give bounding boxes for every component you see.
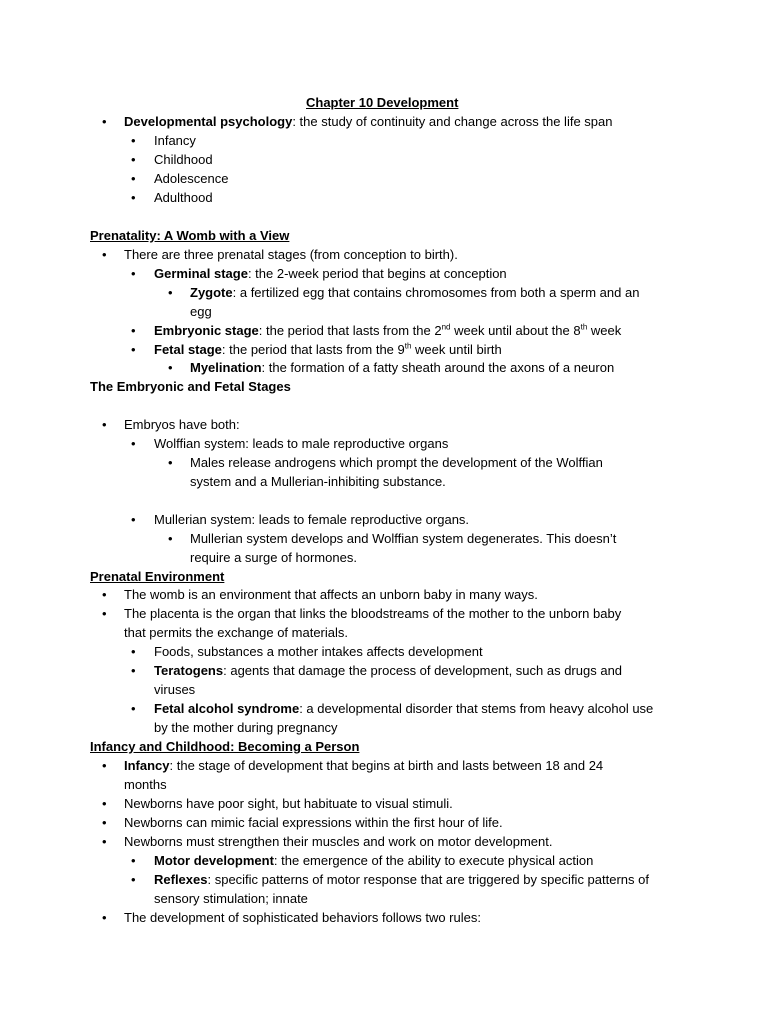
term: Fetal stage	[154, 342, 222, 357]
list-item	[124, 112, 612, 131]
bullet-icon: •	[102, 247, 107, 262]
list-item: Newborns have poor sight, but habituate to visual stimuli.	[124, 796, 453, 811]
term: Infancy	[124, 758, 170, 773]
bullet-icon: •	[131, 152, 136, 167]
list-item: Infancy	[154, 133, 196, 148]
list-item	[154, 264, 507, 283]
term: Germinal stage	[154, 266, 248, 281]
list-item: There are three prenatal stages (from conception to birth).	[124, 247, 458, 262]
term: Embryonic stage	[154, 323, 259, 338]
bullet-icon: •	[131, 266, 136, 281]
list-item	[190, 283, 639, 302]
term: Motor development	[154, 853, 274, 868]
definition: : a developmental disorder that stems from heavy alcohol use	[299, 701, 654, 716]
list-item-continuation: egg	[190, 304, 212, 319]
list-item-continuation: sensory stimulation; innate	[154, 891, 308, 906]
list-item	[154, 340, 502, 359]
term: Zygote	[190, 285, 233, 300]
bullet-icon: •	[102, 910, 107, 925]
list-item: Embryos have both:	[124, 417, 240, 432]
list-item: Adolescence	[154, 171, 229, 186]
bullet-icon: •	[168, 455, 173, 470]
bullet-icon: •	[102, 587, 107, 602]
bullet-icon: •	[102, 606, 107, 621]
list-item-continuation: that permits the exchange of materials.	[124, 625, 349, 640]
list-item-continuation: by the mother during pregnancy	[154, 720, 338, 735]
bullet-icon: •	[102, 834, 107, 849]
definition: : agents that damage the process of development, such as drugs and	[223, 663, 623, 678]
term: Developmental psychology	[124, 114, 293, 129]
definition: : the emergence of the ability to execute physical action	[273, 853, 594, 868]
list-item	[154, 870, 649, 889]
list-item: Mullerian system develops and Wolffian system degenerates. This doesn’t	[190, 531, 617, 546]
definition: week until birth	[411, 342, 502, 357]
definition: : specific patterns of motor response that are triggered by specific patterns of	[207, 872, 649, 887]
definition: : the period that lasts from the 9	[221, 342, 405, 357]
definition: : the study of continuity and change across the life span	[292, 114, 613, 129]
bullet-icon: •	[131, 644, 136, 659]
list-item-continuation: viruses	[154, 682, 196, 697]
list-item: Mullerian system: leads to female reproductive organs.	[154, 512, 470, 527]
bullet-icon: •	[168, 531, 173, 546]
list-item: Newborns must strengthen their muscles and work on motor development.	[124, 834, 553, 849]
bullet-icon: •	[102, 417, 107, 432]
bullet-icon: •	[131, 663, 136, 678]
page-title: Chapter 10 Development	[306, 95, 459, 110]
list-item: The placenta is the organ that links the bloodstreams of the mother to the unborn baby	[124, 606, 622, 621]
list-item: Males release androgens which prompt the development of the Wolffian	[190, 455, 603, 470]
list-item-continuation: system and a Mullerian-inhibiting substance.	[190, 474, 446, 489]
list-item: Wolffian system: leads to male reproductive organs	[154, 436, 449, 451]
definition: week	[587, 323, 622, 338]
bullet-icon: •	[102, 815, 107, 830]
list-item: The womb is an environment that affects an unborn baby in many ways.	[124, 587, 538, 602]
section-heading: Prenatal Environment	[90, 569, 225, 584]
bullet-icon: •	[131, 342, 136, 357]
definition: : the stage of development that begins at birth and lasts between 18 and 24	[169, 758, 604, 773]
bullet-icon: •	[168, 285, 173, 300]
superscript: th	[580, 322, 588, 332]
bullet-icon: •	[131, 512, 136, 527]
definition: : the formation of a fatty sheath around the axons of a neuron	[261, 360, 615, 375]
bullet-icon: •	[131, 190, 136, 205]
list-item: Adulthood	[154, 190, 213, 205]
bullet-icon: •	[131, 133, 136, 148]
list-item: Foods, substances a mother intakes affects development	[154, 644, 483, 659]
bullet-icon: •	[131, 872, 136, 887]
superscript: th	[404, 341, 412, 351]
bullet-icon: •	[102, 796, 107, 811]
list-item	[154, 851, 593, 870]
bullet-icon: •	[131, 171, 136, 186]
bullet-icon: •	[102, 114, 107, 129]
section-heading: Prenatality: A Womb with a View	[90, 228, 290, 243]
list-item: Newborns can mimic facial expressions within the first hour of life.	[124, 815, 503, 830]
bullet-icon: •	[131, 701, 136, 716]
list-item-continuation: months	[124, 777, 167, 792]
term: Myelination	[190, 360, 262, 375]
section-heading: Infancy and Childhood: Becoming a Person	[90, 739, 360, 754]
list-item	[154, 699, 653, 718]
list-item: The development of sophisticated behaviors follows two rules:	[124, 910, 481, 925]
list-item	[124, 756, 603, 775]
list-item-continuation: require a surge of hormones.	[190, 550, 357, 565]
term: Fetal alcohol syndrome	[154, 701, 300, 716]
definition: : the period that lasts from the 2	[258, 323, 442, 338]
term: Teratogens	[154, 663, 224, 678]
definition: : the 2-week period that begins at conception	[247, 266, 507, 281]
term: Reflexes	[154, 872, 208, 887]
list-item	[190, 358, 614, 377]
definition: week until about the 8	[450, 323, 581, 338]
bullet-icon: •	[131, 436, 136, 451]
bullet-icon: •	[131, 323, 136, 338]
bullet-icon: •	[102, 758, 107, 773]
superscript: nd	[441, 322, 451, 332]
bullet-icon: •	[168, 360, 173, 375]
definition: : a fertilized egg that contains chromosomes from both a sperm and an	[232, 285, 640, 300]
section-heading: The Embryonic and Fetal Stages	[90, 379, 291, 394]
bullet-icon: •	[131, 853, 136, 868]
list-item	[154, 321, 621, 340]
list-item	[154, 661, 622, 680]
list-item: Childhood	[154, 152, 213, 167]
